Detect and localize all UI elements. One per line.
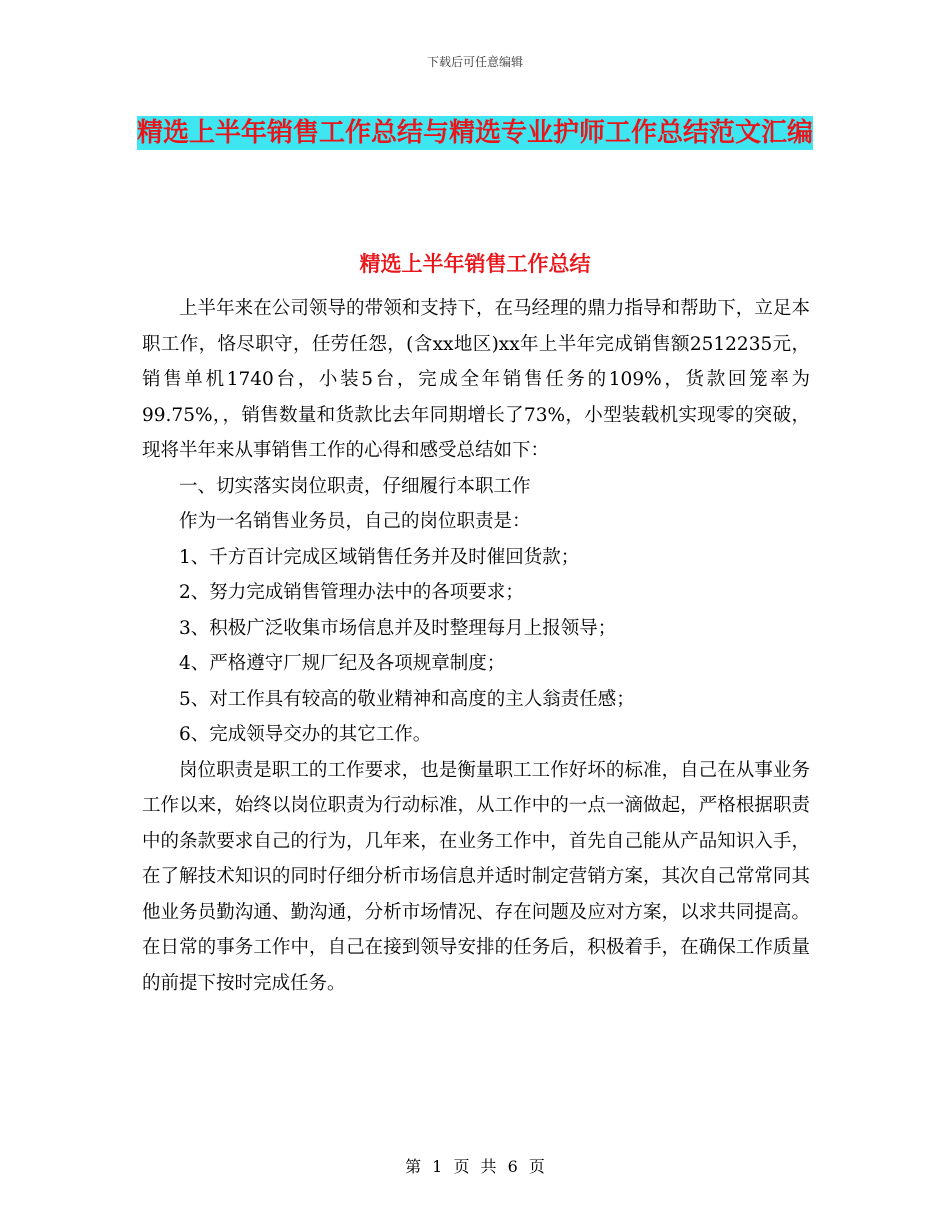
list-item-duty-2: 2、努力完成销售管理办法中的各项要求；	[179, 582, 524, 603]
paragraph-duties-detail: 岗位职责是职工的工作要求，也是衡量职工工作好坏的标准，自己在从事业务工作以来，始终以岗位职责为行动标准，从工作中的一点一滴做起，严格根据职责中的条款要求自己的行为，几年来，在业务工作中，首先自己能从产品知识入手，在了解技术知识的同时仔细分析市场信息并适时制定营销方案，其次自己常常同其他业务员勤沟通、勤沟通，分析市场情况、存在问题及应对方案，以求共同提高。在日常的事务工作中，自己在接到领导安排的任务后，积极着手，在确保工作质量的前提下按时完成任务。	[142, 759, 810, 994]
document-body	[142, 291, 810, 1001]
section-title: 精选上半年销售工作总结	[359, 252, 591, 276]
list-item-duty-3: 3、积极广泛收集市场信息并及时整理每月上报领导；	[179, 617, 617, 639]
document-title-text: 精选上半年销售工作总结与精选专业护师工作总结范文汇编	[136, 118, 813, 148]
header-note: 下载后可任意编辑	[426, 55, 523, 69]
list-item-duty-4: 4、严格遵守厂规厂纪及各项规章制度；	[179, 653, 506, 674]
list-item-duty-6: 6、完成领导交办的其它工作。	[179, 724, 432, 745]
list-item-duty-1: 1、千方百计完成区域销售任务并及时催回货款；	[179, 546, 580, 568]
paragraph-heading-1: 一、切实落实岗位职责，仔细履行本职工作	[179, 475, 531, 497]
paragraph-intro: 上半年来在公司领导的带领和支持下，在马经理的鼎力指导和帮助下，立足本职工作，恪尽职守，任劳任怨，(含xx地区)xx年上半年完成销售额2512235元，销售单机1740台，小装5台，完成全年销售任务的109%，货款回笼率为99.75%，，销售数量和货款比去年同期增长了73%，小型装载机实现零的突破，现将半年来从事销售工作的心得和感受总结如下：	[142, 298, 810, 461]
list-item-duty-5: 5、对工作具有较高的敬业精神和高度的主人翁责任感；	[179, 688, 635, 710]
paragraph-duties-intro: 作为一名销售业务员，自己的岗位职责是：	[179, 511, 531, 532]
page-footer: 第 1 页 共 6 页	[405, 1157, 545, 1176]
document-title	[130, 110, 820, 156]
